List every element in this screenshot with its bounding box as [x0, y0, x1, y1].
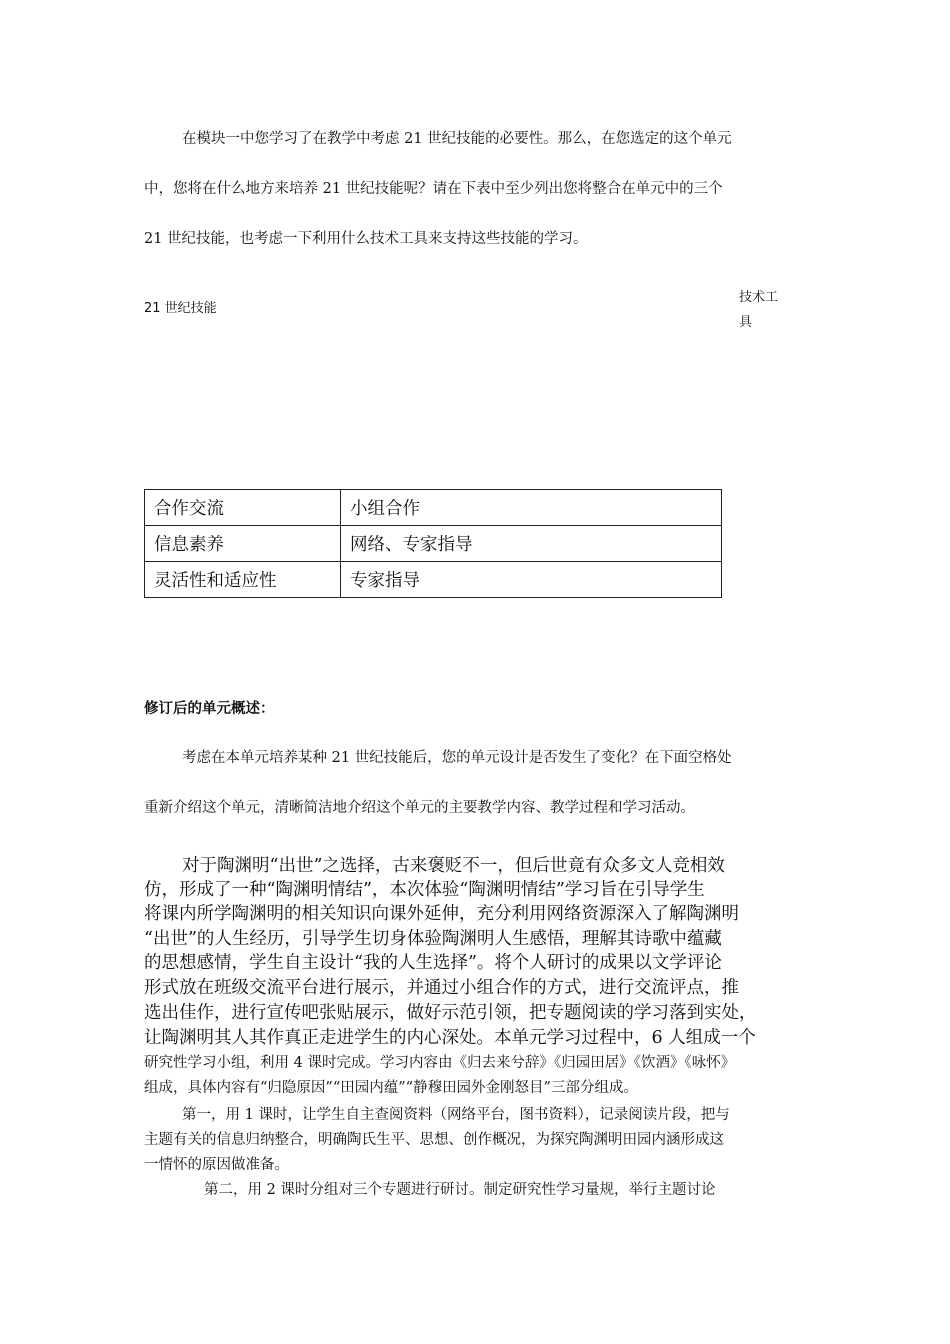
intro-line-3: 21 世纪技能，也考虑一下利用什么技术工具来支持这些技能的学习。: [144, 231, 588, 247]
tool-cell: 网络、专家指导: [341, 526, 722, 562]
body-line: “出世”的人生经历，引导学生切身体验陶渊明人生感悟，理解其诗歌中蕴藏: [144, 929, 722, 949]
body-line: 组成，具体内容有“归隐原因”“田园内蕴”“静穆田园外金刚怒目”三部分组成。: [144, 1080, 638, 1096]
body-line: 的思想感情，学生自主设计“我的人生选择”。将个人研讨的成果以文学评论: [144, 953, 722, 973]
body-line: 研究性学习小组，利用 4 课时完成。学习内容由《归去来兮辞》《归园田居》《饮酒》《咏怀》: [144, 1055, 736, 1071]
skill-cell: 信息素养: [145, 526, 341, 562]
step2-line: 第二，用 2 课时分组对三个专题进行研讨。制定研究性学习量规，举行主题讨论: [204, 1182, 716, 1198]
tool-cell: 小组合作: [341, 490, 722, 526]
tools-header-line-2: 具: [739, 315, 753, 330]
body-line: 将课内所学陶渊明的相关知识向课外延伸，充分利用网络资源深入了解陶渊明: [144, 904, 739, 924]
table-row: [145, 562, 722, 598]
revised-heading: 修订后的单元概述：: [144, 701, 275, 717]
body-line: 形式放在班级交流平台进行展示，并通过小组合作的方式，进行交流评点，推: [144, 978, 739, 998]
revised-line-1: 考虑在本单元培养某种 21 世纪技能后，您的单元设计是否发生了变化？在下面空格处: [182, 750, 732, 766]
skills-header: 21 世纪技能: [144, 301, 217, 316]
tool-cell: 专家指导: [341, 562, 722, 598]
body-line: 对于陶渊明“出世”之选择，古来褒贬不一，但后世竟有众多文人竞相效: [182, 856, 725, 876]
step1-line: 第一，用 1 课时，让学生自主查阅资料（网络平台，图书资料），记录阅读片段，把与: [182, 1107, 730, 1123]
body-line: 选出佳作，进行宣传吧张贴展示，做好示范引领，把专题阅读的学习落到实处，: [144, 1003, 757, 1023]
skill-cell: 合作交流: [145, 490, 341, 526]
skill-cell: 灵活性和适应性: [145, 562, 341, 598]
tools-header-line-1: 技术工: [739, 290, 779, 305]
revised-line-2: 重新介绍这个单元，清晰简洁地介绍这个单元的主要教学内容、教学过程和学习活动。: [144, 800, 695, 816]
body-line: 仿，形成了一种“陶渊明情结”，本次体验“陶渊明情结”学习旨在引导学生: [144, 880, 705, 900]
table-row: [145, 526, 722, 562]
intro-line-1: 在模块一中您学习了在教学中考虑 21 世纪技能的必要性。那么，在您选定的这个单元: [182, 131, 732, 147]
step1-line: 一情怀的原因做准备。: [144, 1157, 289, 1173]
table-row: [145, 490, 722, 526]
intro-line-2: 中，您将在什么地方来培养 21 世纪技能呢？请在下表中至少列出您将整合在单元中的三个: [144, 181, 723, 197]
body-line: 让陶渊明其人其作真正走进学生的内心深处。本单元学习过程中，6 人组成一个: [144, 1028, 756, 1048]
step1-line: 主题有关的信息归纳整合，明确陶氏生平、思想、创作概况，为探究陶渊明田园内涵形成这: [144, 1132, 724, 1148]
skills-table: [144, 489, 722, 598]
